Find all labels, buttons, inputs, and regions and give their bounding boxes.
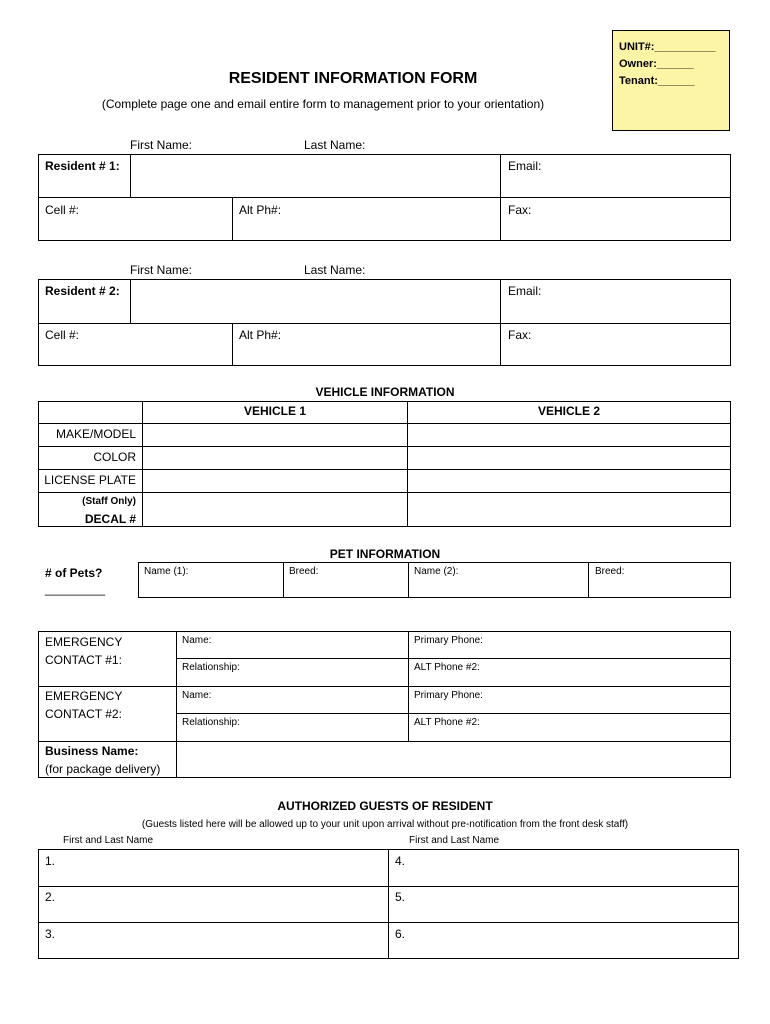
pet1-name-field[interactable]: [139, 563, 282, 597]
resident1-first-name-label: First Name:: [130, 138, 193, 152]
guest-6-input[interactable]: [389, 923, 738, 958]
pet2-breed-field[interactable]: [589, 563, 730, 597]
emergency2-name-label: Name:: [182, 690, 212, 701]
pet2-breed-label: Breed:: [595, 566, 625, 577]
resident2-cell-label: Cell #:: [45, 328, 80, 342]
color-label: COLOR: [93, 450, 136, 464]
staff-only-label: (Staff Only): [82, 496, 136, 507]
emergency1-relationship-label: Relationship:: [182, 662, 240, 673]
guest-3-number: 3.: [45, 927, 56, 941]
resident2-name-input[interactable]: [131, 280, 499, 322]
vehicle2-license-input[interactable]: [408, 470, 730, 491]
guest-5-input[interactable]: [389, 887, 738, 921]
resident2-alt-phone-label: Alt Ph#:: [239, 328, 282, 342]
license-plate-label: LICENSE PLATE: [44, 473, 136, 487]
emergency2-alt-phone-field[interactable]: [409, 714, 730, 740]
resident1-cell-label: Cell #:: [45, 203, 80, 217]
pet1-breed-label: Breed:: [289, 566, 319, 577]
vehicle-heading: VEHICLE INFORMATION: [315, 385, 455, 399]
guests-col-left-label: First and Last Name: [63, 835, 154, 846]
vehicle2-color-input[interactable]: [408, 447, 730, 468]
unit-number-field[interactable]: UNIT#:__________: [619, 41, 716, 53]
emergency2-relationship-label: Relationship:: [182, 717, 240, 728]
guest-6-number: 6.: [395, 927, 406, 941]
guests-heading: AUTHORIZED GUESTS OF RESIDENT: [277, 799, 493, 813]
resident2-email-field[interactable]: [501, 280, 730, 322]
vehicle1-make-model-input[interactable]: [143, 424, 406, 445]
owner-field[interactable]: Owner:______: [619, 58, 694, 70]
vehicle2-make-model-input[interactable]: [408, 424, 730, 445]
pet-heading: PET INFORMATION: [329, 547, 441, 561]
vehicle1-decal-input[interactable]: [143, 493, 406, 526]
emergency1-name-field[interactable]: [177, 632, 407, 657]
make-model-label: MAKE/MODEL: [55, 427, 136, 441]
resident2-last-name-label: Last Name:: [304, 263, 366, 277]
vehicle1-color-input[interactable]: [143, 447, 406, 468]
guest-2-input[interactable]: [39, 887, 387, 921]
emergency2-primary-phone-field[interactable]: [409, 687, 730, 712]
guest-1-number: 1.: [45, 854, 56, 868]
resident2-alt-phone-field[interactable]: [233, 324, 499, 365]
guest-4-input[interactable]: [389, 850, 738, 885]
tenant-field[interactable]: Tenant:______: [619, 75, 695, 87]
guests-col-right-label: First and Last Name: [409, 835, 500, 846]
pet1-name-label: Name (1):: [144, 566, 189, 577]
guest-3-input[interactable]: [39, 923, 387, 958]
pet2-name-field[interactable]: [409, 563, 587, 597]
emergency1-label-line2: CONTACT #1:: [45, 653, 122, 667]
business-name-sublabel: (for package delivery): [45, 762, 161, 776]
guest-4-number: 4.: [395, 854, 406, 868]
emergency1-primary-phone-field[interactable]: [409, 632, 730, 657]
emergency1-primary-phone-label: Primary Phone:: [414, 635, 483, 646]
guests-note: (Guests listed here will be allowed up to your unit upon arrival without pre-notification from the front desk staff): [141, 819, 629, 830]
emergency2-primary-phone-label: Primary Phone:: [414, 690, 483, 701]
resident1-cell-field[interactable]: [39, 198, 231, 240]
business-name-label: Business Name:: [45, 744, 139, 758]
emergency2-label-line2: CONTACT #2:: [45, 707, 122, 721]
resident1-label: Resident # 1:: [45, 159, 120, 173]
emergency1-alt-phone-field[interactable]: [409, 659, 730, 685]
resident1-email-field[interactable]: [501, 155, 730, 196]
pet-count-label: # of Pets?: [45, 566, 103, 580]
resident2-email-label: Email:: [508, 284, 542, 298]
resident2-fax-label: Fax:: [508, 328, 532, 342]
emergency1-label-line1: EMERGENCY: [45, 635, 123, 649]
resident2-label: Resident # 2:: [45, 284, 120, 298]
emergency2-name-field[interactable]: [177, 687, 407, 712]
vehicle1-header: VEHICLE 1: [243, 404, 306, 418]
resident1-fax-field[interactable]: [501, 198, 730, 240]
emergency1-relationship-field[interactable]: [177, 659, 407, 685]
resident1-name-input[interactable]: [131, 155, 499, 196]
page-subtitle: (Complete page one and email entire form to management prior to your orientation): [101, 97, 545, 111]
vehicle2-decal-input[interactable]: [408, 493, 730, 526]
emergency1-name-label: Name:: [182, 635, 212, 646]
pet2-name-label: Name (2):: [414, 566, 459, 577]
resident2-first-name-label: First Name:: [130, 263, 193, 277]
emergency1-alt-phone-label: ALT Phone #2:: [414, 662, 480, 673]
resident1-email-label: Email:: [508, 159, 542, 173]
resident2-fax-field[interactable]: [501, 324, 730, 365]
decal-label: DECAL #: [84, 512, 136, 526]
resident1-alt-phone-label: Alt Ph#:: [239, 203, 282, 217]
emergency2-alt-phone-label: ALT Phone #2:: [414, 717, 480, 728]
resident1-fax-label: Fax:: [508, 203, 532, 217]
vehicle1-license-input[interactable]: [143, 470, 406, 491]
business-name-input[interactable]: [177, 742, 730, 777]
pet1-breed-field[interactable]: [284, 563, 407, 597]
resident2-cell-field[interactable]: [39, 324, 231, 365]
pet-count-input[interactable]: _________: [45, 582, 106, 596]
resident1-last-name-label: Last Name:: [304, 138, 366, 152]
guest-2-number: 2.: [45, 890, 56, 904]
resident1-alt-phone-field[interactable]: [233, 198, 499, 240]
emergency2-label-line1: EMERGENCY: [45, 689, 123, 703]
vehicle2-header: VEHICLE 2: [537, 404, 600, 418]
page-title: RESIDENT INFORMATION FORM: [228, 70, 478, 87]
guest-1-input[interactable]: [39, 850, 387, 885]
guest-5-number: 5.: [395, 890, 406, 904]
emergency2-relationship-field[interactable]: [177, 714, 407, 740]
